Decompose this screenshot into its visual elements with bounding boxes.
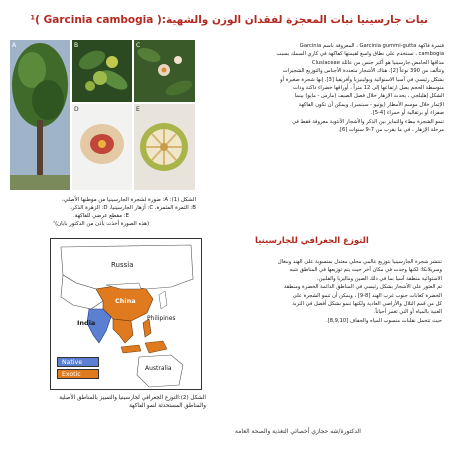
fruit-branch-illustration: [72, 40, 132, 102]
caption-line: الشكل (1): A: صورة لشجرة الجارسينيا من موطنها الأصلي،: [61, 197, 196, 203]
distribution-line: حيث تتحمل نقلبات منسوب المياه والجفاف [8,9,10].: [326, 317, 442, 324]
distribution-line: الغنية بالمياه أو التي تغمر أحياناً.: [373, 309, 442, 316]
distribution-line: وسريلانكا؛ لكنها وجدت في مكان آخر حيث يتم توزيعها في المناطق شبه: [289, 267, 442, 274]
photo-label-b: B: [74, 42, 79, 49]
section-title: التوزع الجغرافي للجارسينيا: [255, 236, 369, 246]
intro-paragraph: [200, 42, 444, 134]
caption-line: E: مقطع عرضي للفاكهة.: [73, 213, 129, 219]
intro-line: تنمو الشجرة ببطء والتمايز بين الذكر والأشجار الأنثوية معروفة فقط في: [292, 118, 444, 125]
map-label-india: India: [77, 319, 96, 327]
distribution-line: تنتشر شجرة الجارسينيا بتوزيع عالمي محلي معتدل بمنسوبة على الهند وبنغال: [277, 259, 442, 265]
legend-exotic: Exotic: [57, 369, 99, 379]
intro-line: صفراء أو برتقالية أو حمراء [4-5].: [371, 110, 444, 117]
photo-tree: [10, 40, 70, 190]
intro-line: cambogia ، تستخدم على نطاق واسع لقيمتها كفاكهة في كاري السمك بسبب: [276, 51, 444, 58]
distribution-line: تم العثور على الأشجار بشكل رئيسي في المناطق الدائمة الخضرة ومنطقة: [283, 284, 442, 291]
map-label-australia: Australia: [145, 365, 172, 372]
caption-line: (هذه الصورة أخذت بأذن من الدكتور بابان)⁷: [52, 221, 150, 227]
photo-male-flower: [72, 104, 132, 190]
intro-line: الإثمار خلال موسم الأمطار (يونيو - سبتمبر)، ويمكن أن تكون الفاكهة: [298, 101, 444, 108]
distribution-line: الاستوائية منطقة آسيا بما في ذلك الصين وماليزيا والفلبين.: [317, 275, 442, 282]
page-title: نبات جارسينيا نبات المعجزة لفقدان الوزن والشهية:( Garcinia cambogia )¹: [30, 14, 428, 26]
intro-line: متوسطة الحجم يصل ارتفاعها إلى 12 متراً ، أوراقها خضراء داكنة وذات: [292, 85, 444, 92]
photo-label-c: C: [136, 42, 141, 49]
map-label-russia: Russia: [111, 261, 134, 269]
map-label-philipines: Philipines: [147, 315, 176, 322]
intro-line: فتمرة فاكهة Garcinia gummi-gutta ، المعروفة باسم Garcinia: [299, 43, 444, 49]
map-label-china: China: [115, 297, 136, 305]
caption-line: الشكل (2):التوزع الجغرافي لجارسينيا والتمييز بالمناطق الأصلية: [59, 395, 206, 401]
photo-label-d: D: [74, 106, 79, 113]
legend-native: Native: [57, 357, 99, 367]
distribution-paragraph: [207, 258, 442, 325]
intro-line: مذاقها الحامض.جارسينيا هو أكبر جنس من عائلة Clusiaceae: [311, 59, 444, 66]
male-flower-illustration: [72, 104, 132, 190]
intro-line: بشكل رئيسي في آسيا الاستوائية وبولينيزيا وأفريقيا [3]. إنها شجرة صغيرة أو: [280, 76, 444, 83]
distribution-map: [50, 238, 202, 390]
photo-flowers: [134, 40, 195, 102]
intro-line: مرحلة الإزهار ، في ما يقرب من 7-9 سنوات [6].: [338, 127, 444, 134]
photo-label-e: E: [136, 106, 140, 113]
page-footer: الدكتورة/شه حجازي أخصائي التغذية والصحة العامة: [235, 428, 361, 435]
flowers-illustration: [134, 40, 195, 102]
photo-fruit-section: [134, 104, 195, 190]
distribution-line: كل من قمم التلال والأراضي العادية ولكنها تنمو بشكل أفضل في التربة: [292, 301, 442, 308]
fruit-section-illustration: [134, 104, 195, 190]
tree-illustration: [10, 40, 70, 190]
intro-line: الشكل إهليلجي ، يحدث الإزهار خلال فصل الصيف (مارس - مايو) بينما: [294, 93, 444, 100]
figure1-caption: [6, 196, 196, 228]
intro-line: وتتألف من 390 نوعاً [2]. هناك الأشجار متعددة الأجناس والتوزيع الشجيرات: [282, 68, 444, 75]
distribution-line: الخضرة كغابات جنوب غرب الهند [8-9] ، ويمكن أن تنمو الشجرة على: [292, 292, 442, 299]
caption-line: والمناطق المستحدثة لنمو الفاكهة: [129, 403, 206, 409]
figure1-photos: [10, 40, 195, 190]
caption-line: B: الثمرة المثمرة، C: أزهار الجارسينيا، D: الزهرة الذكر،: [70, 205, 196, 211]
photo-fruits: [72, 40, 132, 102]
figure2-caption: [48, 394, 206, 410]
photo-label-a: A: [12, 42, 17, 49]
